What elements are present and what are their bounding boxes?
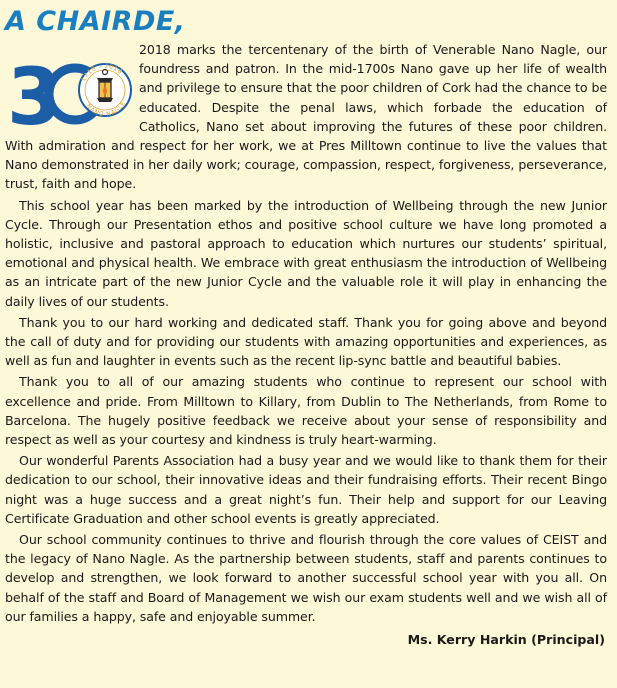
paragraph-community: Our school community continues to thrive and flourish through the core values of CEIST and the legacy of Nano Nagle. As the partnership between students, staff and parents continues to develop and strengthen, we look forward to another successful school year with you all. On behalf of the staff and Board of Management we wish our exam students well and we wish all of our families a happy, safe and enjoyable summer. (5, 532, 607, 624)
logo-name: NANO NAGLE (84, 99, 128, 119)
logo-numeral: 3 (7, 53, 62, 136)
signature: Ms. Kerry Harkin (Principal) (407, 632, 605, 648)
paragraph-staff: Thank you to our hard working and dedicated staff. Thank you for going above and beyond the call of duty and for providing our students with amazing opportunities and experiences, as well as fun and laughter in events such as the recent lip-sync battle and beautiful babies. (5, 314, 607, 369)
nano-nagle-300-logo (5, 38, 133, 136)
paragraph-parents: Our wonderful Parents Association had a busy year and we would like to thank them for their dedication to our school, their innovative ideas and their fundraising efforts. Their recent Bingo night was a huge success and a great night’s fun. Their help and support for our Leaving Certificate Graduation and other school events is greatly appreciated. (5, 453, 607, 526)
paragraph-wellbeing: This school year has been marked by the introduction of Wellbeing through the new Junior Cycle. Through our Presentation ethos and positive school culture we have long promoted a holistic, inclusive and pastoral approach to education which nurtures our students’ spiritual, emotional and physical health. We embrace with great enthusiasm the introduction of Wellbeing as an intricate part of the new Junior Cycle and the valuable role it will play in enhancing the daily lives of our students. (5, 197, 607, 309)
paragraph-students: Thank you to all of our amazing students who continue to represent our school with excellence and pride. From Milltown to Killary, from Dublin to The Netherlands, from Rome to Barcelona. The hugely positive feedback we receive about your sense of responsibility and respect as well as your courtesy and kindness is truly heart-warming. (5, 374, 607, 448)
nano-nagle-300-logo-icon (5, 38, 133, 136)
paragraph-tercentenary: 2018 marks the tercentenary of the birth of Venerable Nano Nagle, our foundress and patron. In the mid-1700s Nano gave up her life of wealth and privilege to ensure that the poor children of Cork had the chance to be educated. Despite the penal laws, which forbade the education of Catholics, Nano set about improving the futures of these poor children. With admiration and respect for her work, we at Pres Milltown continue to live the values that Nano demonstrated in her daily work; courage, compassion, respect, forgiveness, perseverance, trust, faith and hope. (5, 42, 607, 192)
letter-heading: A CHAIRDE, (5, 6, 186, 37)
logo-years: 1718 - 2018 (79, 62, 124, 83)
